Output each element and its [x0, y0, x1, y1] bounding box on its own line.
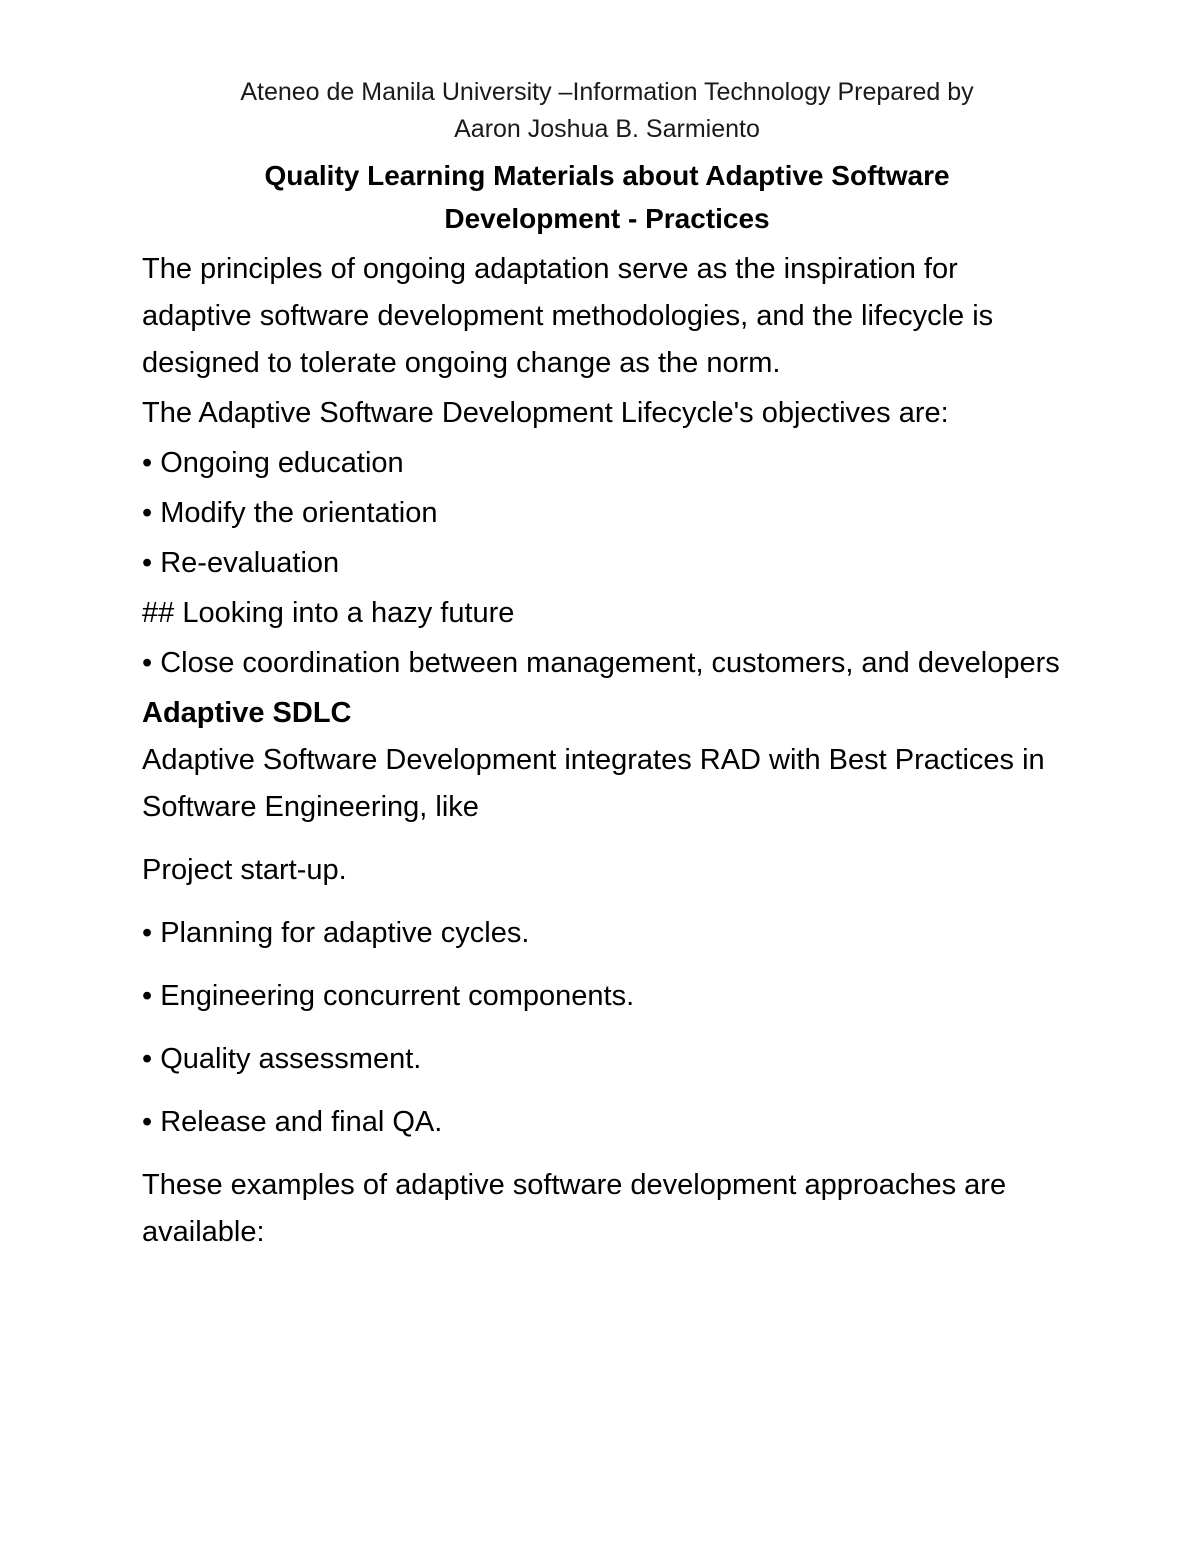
objectives-list	[142, 440, 1072, 587]
document-body	[142, 246, 1072, 1256]
objectives-intro: The Adaptive Software Development Lifecycle's objectives are:	[142, 397, 949, 429]
section-heading: Adaptive SDLC	[142, 697, 352, 729]
closing-paragraph: These examples of adaptive software development approaches are available:	[142, 1169, 1007, 1248]
practices-list	[142, 910, 1072, 1146]
document-header	[142, 74, 1072, 148]
coordination-item: • Close coordination between management, customers, and developers	[142, 640, 1072, 687]
header-author: Aaron Joshua B. Sarmiento	[454, 115, 760, 143]
hazy-future-line: ## Looking into a hazy future	[142, 597, 515, 629]
list-item: • Ongoing education	[142, 440, 1072, 487]
list-item: • Planning for adaptive cycles.	[142, 910, 1072, 957]
title-line-2: Development - Practices	[444, 203, 770, 234]
list-item: • Release and final QA.	[142, 1099, 1072, 1146]
document-title	[142, 154, 1072, 240]
list-item: • Engineering concurrent components.	[142, 973, 1072, 1020]
title-line-1: Quality Learning Materials about Adaptive Software	[264, 160, 950, 191]
list-item: • Re-evaluation	[142, 540, 1072, 587]
list-item: • Quality assessment.	[142, 1036, 1072, 1083]
project-startup: Project start-up.	[142, 854, 347, 886]
intro-paragraph: The principles of ongoing adaptation serve as the inspiration for adaptive software development methodologies, and the lifecycle is designed to tolerate ongoing change as the norm.	[142, 253, 994, 379]
list-item: • Modify the orientation	[142, 490, 1072, 537]
header-affiliation: Ateneo de Manila University –Information Technology Prepared by	[240, 78, 974, 106]
sdlc-intro: Adaptive Software Development integrates RAD with Best Practices in Software Engineering, like	[142, 744, 1045, 823]
document-page	[142, 74, 1072, 1256]
